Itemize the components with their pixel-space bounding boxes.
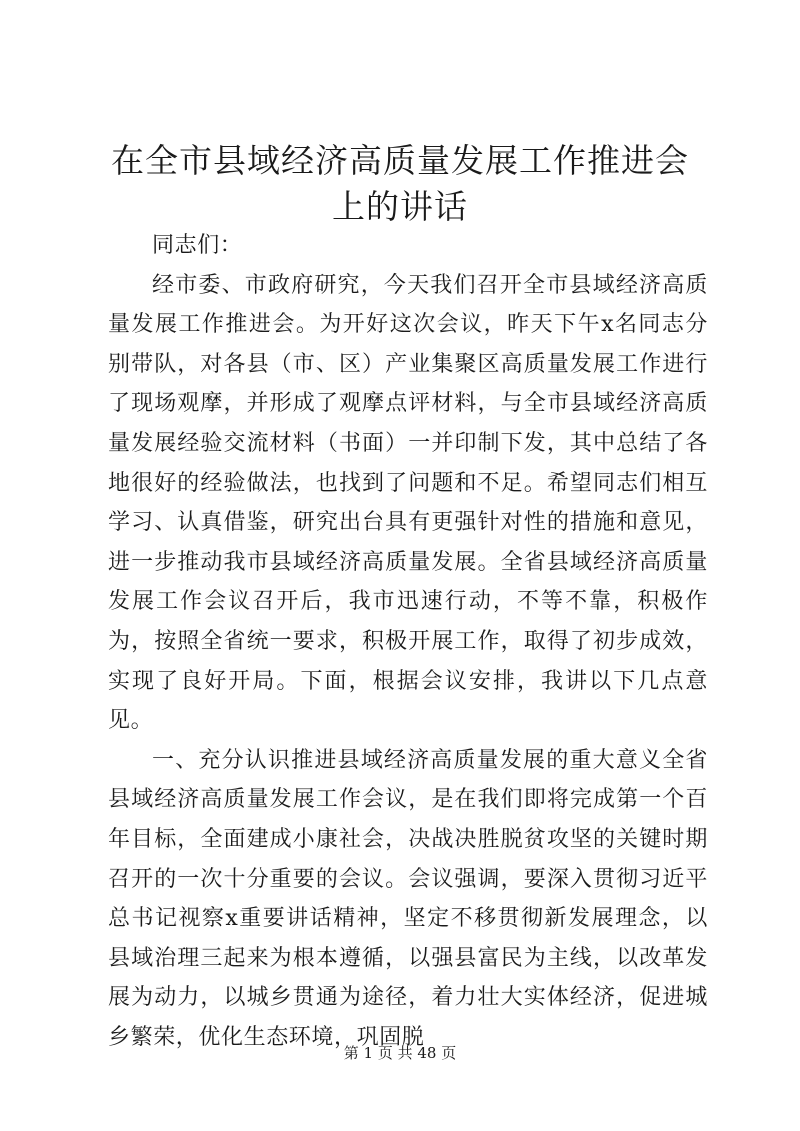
document-title: 在全市县域经济高质量发展工作推进会上的讲话: [111, 141, 689, 226]
intro-paragraph: 经市委、市政府研究，今天我们召开全市县域经济高质量发展工作推进会。为开好这次会议，昨天下午x名同志分别带队，对各县（市、区）产业集聚区高质量发展工作进行了现场观摩，并形成了观摩点评材料，与全市县域经济高质量发展经验交流材料（书面）一并印制下发，其中总结了各地很好的经验做法，也找到了问题和不足。希望同志们相互学习、认真借鉴，研究出台具有更强针对性的措施和意见，进一步推动我市县域经济高质量发展。全省县域经济高质量发展工作会议召开后，我市迅速行动，不等不靠，积极作为，按照全省统一要求，积极开展工作，取得了初步成效，实现了良好开局。下面，根据会议安排，我讲以下几点意见。: [108, 272, 708, 734]
page-number-footer: 第 1 页 共 48 页: [343, 1044, 457, 1062]
section-one-paragraph: 一、充分认识推进县域经济高质量发展的重大意义全省县域经济高质量发展工作会议，是在我们即将完成第一个百年目标，全面建成小康社会，决战决胜脱贫攻坚的关键时期召开的一次十分重要的会议。会议强调，要深入贯彻习近平总书记视察x重要讲话精神，坚定不移贯彻新发展理念，以县域治理三起来为根本遵循，以强县富民为主线，以改革发展为动力，以城乡贯通为途径，着力壮大实体经济，促进城乡繁荣，优化生态环境，巩固脱: [108, 747, 708, 1050]
salutation-paragraph: 同志们：: [152, 233, 243, 258]
document-body: [108, 226, 708, 1057]
